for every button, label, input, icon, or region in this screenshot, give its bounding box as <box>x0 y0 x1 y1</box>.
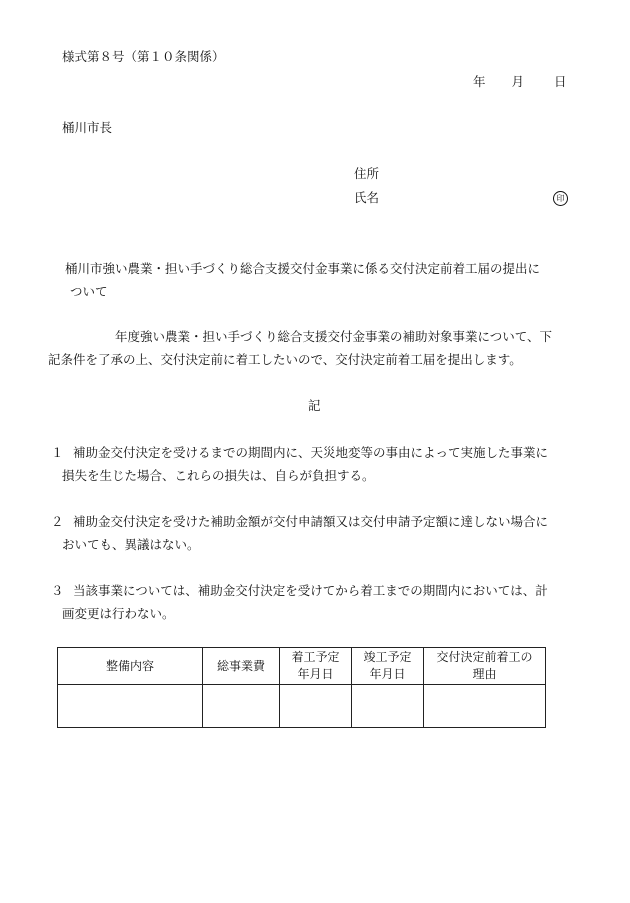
addressee: 桶川市長 <box>62 120 113 135</box>
condition-3-line-1: 当該事業については、補助金交付決定を受けてから着工までの期間内においては、計 <box>73 583 548 598</box>
header-cell-facility-content: 整備内容 <box>58 648 203 685</box>
seal-icon: 印 <box>553 191 568 206</box>
header-cell-completion-date: 竣工予定 年月日 <box>352 648 424 685</box>
table-row <box>58 685 546 728</box>
condition-2-number: ２ <box>51 514 64 529</box>
condition-3-line-2: 画変更は行わない。 <box>62 606 175 621</box>
header-cell-total-cost: 総事業費 <box>203 648 280 685</box>
condition-2-line-2: おいても、異議はない。 <box>62 537 200 552</box>
condition-1-line-1: 補助金交付決定を受けるまでの期間内に、天災地変等の事由によって実施した事業に <box>73 445 549 460</box>
body-line-1: 年度強い農業・担い手づくり総合支援交付金事業の補助対象事業について、下 <box>115 329 553 344</box>
condition-1-line-2: 損失を生じた場合、これらの損失は、自らが負担する。 <box>62 468 375 483</box>
table-cell-completion-date[interactable] <box>352 685 424 728</box>
body-line-2: 記条件を了承の上、交付決定前に着工したいので、交付決定前着工届を提出します。 <box>48 352 522 367</box>
name-label: 氏名 <box>354 190 380 205</box>
condition-3-number: ３ <box>51 583 64 598</box>
condition-2-line-1: 補助金交付決定を受けた補助金額が交付申請額又は交付申請予定額に達しない場合に <box>73 514 549 529</box>
date-day-label: 日 <box>554 74 567 89</box>
condition-1-number: １ <box>51 445 64 460</box>
table-cell-facility-content[interactable] <box>58 685 203 728</box>
date-line <box>473 76 567 89</box>
table-cell-total-cost[interactable] <box>203 685 280 728</box>
address-label: 住所 <box>354 166 380 181</box>
construction-table <box>57 647 546 728</box>
form-number: 様式第８号（第１０条関係） <box>62 49 225 64</box>
table-cell-start-date[interactable] <box>280 685 352 728</box>
date-month-label: 月 <box>511 74 525 89</box>
header-cell-reason: 交付決定前着工の 理由 <box>424 648 546 685</box>
ki-heading: 記 <box>308 398 321 413</box>
subject-line-1: 桶川市強い農業・担い手づくり総合支援交付金事業に係る交付決定前着工届の提出に <box>65 261 541 276</box>
subject-line-2: ついて <box>70 284 108 299</box>
date-year-label: 年 <box>473 74 486 89</box>
table-header-row <box>58 648 546 685</box>
header-cell-start-date: 着工予定 年月日 <box>280 648 352 685</box>
table-cell-reason[interactable] <box>424 685 546 728</box>
